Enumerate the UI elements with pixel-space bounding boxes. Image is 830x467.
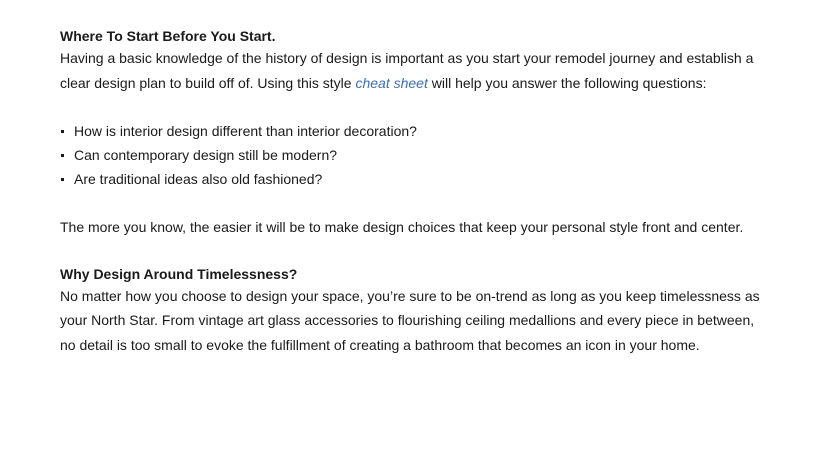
intro-text: Having a basic knowledge of the history of design is important as you start your remodel journey and establish a clear design plan to build off of. Using this style [60,50,754,91]
closing-paragraph: The more you know, the easier it will be to make design choices that keep your personal style front and center. [60,219,744,235]
list-item-text: Can contemporary design still be modern? [74,147,338,163]
bullet-icon [61,154,64,157]
list-item [60,167,760,191]
timelessness-paragraph: No matter how you choose to design your space, you’re sure to be on-trend as long as you keep timelessness as your North Star. From vintage art glass accessories to flourishing ceiling medallions and every piece in between, no detail is too small to evoke the fulfillment of creating a bathroom that becomes an icon in your home. [60,287,760,353]
section-heading-timelessness: Why Design Around Timelessness? [60,265,298,282]
list-item [60,143,760,167]
list-item [60,119,760,143]
bullet-icon [61,178,64,181]
section-heading-start: Where To Start Before You Start. [60,28,276,44]
bullet-icon [61,130,64,133]
intro-text-continued: will help you answer the following questions: [427,74,707,91]
cheat-sheet-link[interactable]: cheat sheet [355,74,428,91]
intro-paragraph [60,46,760,95]
question-list [60,119,760,191]
list-item-text: Are traditional ideas also old fashioned? [74,171,323,187]
article-content [60,26,760,357]
list-item-text: How is interior design different than interior decoration? [74,123,417,139]
